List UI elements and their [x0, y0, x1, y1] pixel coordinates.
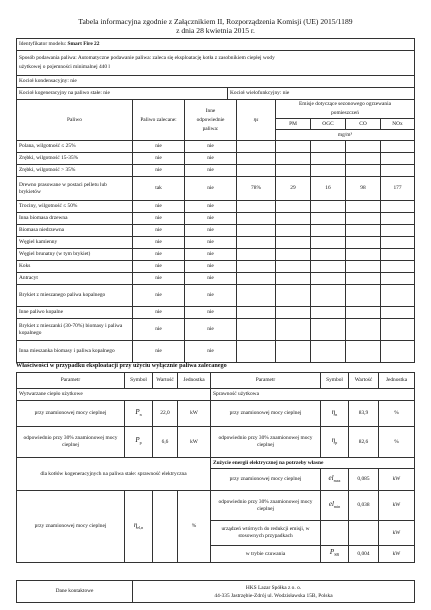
- etap-symbol: η: [331, 436, 336, 445]
- fuel-other: nie: [185, 307, 237, 319]
- fuel-name: Zrębki, wilgotność 15-35%: [17, 153, 133, 165]
- aux-heading: Zużycie energii elektrycznej na potrzeby własne: [211, 458, 415, 469]
- fuel-pm: [276, 341, 311, 363]
- fuel-preferred: nie: [133, 237, 185, 249]
- fuel-name: Inne paliwo kopalne: [17, 307, 133, 319]
- right-header-symbol: Symbol: [321, 373, 349, 389]
- fuel-co: [346, 285, 381, 307]
- condensing-boiler: Kocioł kondensacyjny: nie: [17, 76, 415, 88]
- fuel-other: nie: [185, 261, 237, 273]
- fuel-preferred: tak: [133, 177, 185, 201]
- fuel-row: [17, 177, 415, 201]
- fuel-row: [17, 273, 415, 285]
- fuel-other: nie: [185, 213, 237, 225]
- chp-unit: %: [178, 491, 211, 563]
- chp-rated-label: przy znamionowej mocy cieplnej: [17, 491, 125, 563]
- fuel-eta: [237, 249, 276, 261]
- fuel-feed-cell: [17, 51, 415, 76]
- fuel-ogc: [311, 273, 346, 285]
- header-ogc: OGC: [311, 119, 346, 130]
- fuel-co: [346, 165, 381, 177]
- fuel-preferred: nie: [133, 249, 185, 261]
- fuel-nox: [381, 319, 415, 341]
- fuel-feed-line-1: Sposób podawania paliwa: Automatyczne podawanie paliwa: zaleca się eksploatację kotła z zasobnikiem ciepłej wody: [19, 55, 275, 61]
- fuel-pm: [276, 213, 311, 225]
- aux-emission-value: [349, 521, 379, 546]
- fuel-preferred: nie: [133, 141, 185, 153]
- eff-rated-label: przy znamionowej mocy cieplnej: [211, 401, 321, 427]
- fuel-preferred: nie: [133, 341, 185, 363]
- properties-table: [16, 372, 415, 563]
- fuel-ogc: 16: [311, 177, 346, 201]
- elmax-symbol: el: [328, 473, 334, 482]
- chp-symbol: η: [133, 520, 138, 529]
- header-pm: PM: [276, 119, 311, 130]
- header-emissions-line-1: Emisje dotyczące sezonowego ogrzewania: [298, 101, 392, 107]
- pp-unit: kW: [178, 427, 211, 458]
- aux-rated-label: przy znamionowej mocy cieplnej: [211, 469, 321, 491]
- rated-output-label: przy znamionowej mocy cieplnej: [17, 401, 125, 427]
- fuel-ogc: [311, 341, 346, 363]
- fuel-other: nie: [185, 341, 237, 363]
- fuel-co: [346, 201, 381, 213]
- fuel-preferred: nie: [133, 307, 185, 319]
- cogeneration-boiler: Kocioł kogeneracyjny na paliwo stałe: nie: [17, 88, 228, 100]
- psb-value: 0,004: [349, 546, 379, 563]
- fuel-pm: [276, 307, 311, 319]
- fuel-eta: [237, 307, 276, 319]
- elmin-unit: kW: [379, 491, 415, 521]
- fuel-name: Polana, wilgotność ≤ 25%: [17, 141, 133, 153]
- elmax-symbol-cell: [321, 469, 349, 491]
- model-identifier-cell: [17, 39, 415, 51]
- aux-emission-unit: kW: [379, 521, 415, 546]
- fuel-eta: [237, 261, 276, 273]
- header-co: CO: [346, 119, 381, 130]
- fuel-other: nie: [185, 165, 237, 177]
- fuel-row: [17, 141, 415, 153]
- fuel-co: [346, 153, 381, 165]
- pn-unit: kW: [178, 401, 211, 427]
- contact-details: [133, 581, 415, 603]
- left-header-param: Parametr: [17, 373, 125, 389]
- header-eta-s: [237, 100, 276, 141]
- fuel-ogc: [311, 285, 346, 307]
- fuel-pm: [276, 249, 311, 261]
- aux-emission-symbol: [321, 521, 349, 546]
- fuel-name: Węgiel kamienny: [17, 237, 133, 249]
- fuel-pm: [276, 285, 311, 307]
- right-header-param: Parametr: [211, 373, 321, 389]
- fuel-other: nie: [185, 225, 237, 237]
- pp-value: 6,6: [153, 427, 178, 458]
- fuel-row: [17, 225, 415, 237]
- fuel-nox: [381, 261, 415, 273]
- fuel-name: Inna biomasa drzewna: [17, 213, 133, 225]
- title-line-2: z dnia 28 kwietnia 2015 r.: [176, 26, 255, 35]
- elmax-subscript: max: [333, 477, 341, 483]
- contact-table: [16, 580, 415, 603]
- fuel-pm: [276, 141, 311, 153]
- fuel-name: Trociny, wilgotność ≤ 50%: [17, 201, 133, 213]
- psb-symbol-cell: [321, 546, 349, 563]
- fuel-table: [16, 99, 415, 363]
- model-value: Smart Fire 22: [67, 41, 100, 48]
- fuel-other: nie: [185, 237, 237, 249]
- fuel-name: Węgiel brunatny (w tym brykiet): [17, 249, 133, 261]
- elmin-symbol-cell: [321, 491, 349, 521]
- fuel-name: Drewno prasowane w postaci pelletu lub brykietów: [17, 177, 133, 201]
- fuel-row: [17, 249, 415, 261]
- fuel-preferred: nie: [133, 319, 185, 341]
- fuel-other: nie: [185, 201, 237, 213]
- fuel-ogc: [311, 141, 346, 153]
- title-line-1: Tabela informacyjna zgodnie z Załącznikiem II, Rozporządzenia Komisji (UE) 2015/1189: [78, 17, 353, 26]
- left-header-value: Wartość: [153, 373, 178, 389]
- fuel-preferred: nie: [133, 213, 185, 225]
- fuel-ogc: [311, 225, 346, 237]
- elmin-symbol: el: [328, 499, 334, 508]
- fuel-name: Inna mieszanka biomasy i paliwa kopalnego: [17, 341, 133, 363]
- fuel-row: [17, 307, 415, 319]
- fuel-ogc: [311, 201, 346, 213]
- header-other-line-2: odpowiednie: [196, 116, 225, 123]
- right-header-value: Wartość: [349, 373, 379, 389]
- fuel-eta: [237, 213, 276, 225]
- fuel-eta: [237, 141, 276, 153]
- fuel-nox: [381, 225, 415, 237]
- fuel-eta: 78%: [237, 177, 276, 201]
- part-output-label: odpowiednio przy 30% znamionowej mocy cieplnej: [17, 427, 125, 458]
- chp-symbol-cell: [125, 491, 153, 563]
- fuel-co: [346, 213, 381, 225]
- pn-value: 22,0: [153, 401, 178, 427]
- fuel-nox: [381, 341, 415, 363]
- fuel-preferred: nie: [133, 273, 185, 285]
- etan-symbol: η: [331, 407, 336, 416]
- fuel-pm: [276, 225, 311, 237]
- pp-symbol: P: [135, 436, 140, 445]
- fuel-preferred: nie: [133, 285, 185, 307]
- fuel-name: Antracyt: [17, 273, 133, 285]
- fuel-ogc: [311, 307, 346, 319]
- fuel-ogc: [311, 261, 346, 273]
- fuel-other: nie: [185, 273, 237, 285]
- etap-symbol-cell: [321, 427, 349, 458]
- pn-subscript: n: [139, 411, 142, 417]
- fuel-nox: 177: [381, 177, 415, 201]
- fuel-pm: [276, 153, 311, 165]
- fuel-ogc: [311, 249, 346, 261]
- fuel-other: nie: [185, 319, 237, 341]
- chp-note: dla kotłów kogeneracyjnych na paliwa stałe: sprawność elektryczna: [17, 458, 211, 491]
- header-preferred-fuel: Paliwo zalecane:: [133, 100, 185, 141]
- fuel-ogc: [311, 319, 346, 341]
- fuel-row: [17, 285, 415, 307]
- left-header-symbol: Symbol: [125, 373, 153, 389]
- etap-value: 82,6: [349, 427, 379, 458]
- fuel-pm: [276, 319, 311, 341]
- header-unit: mg/m³: [276, 130, 415, 141]
- fuel-other: nie: [185, 177, 237, 201]
- fuel-eta: [237, 273, 276, 285]
- fuel-nox: [381, 141, 415, 153]
- fuel-nox: [381, 249, 415, 261]
- fuel-pm: 29: [276, 177, 311, 201]
- fuel-row: [17, 261, 415, 273]
- contact-address: 44-335 Jastrzębie-Zdrój ul. Wodzisławska 15B, Polska: [214, 592, 333, 599]
- psb-symbol: P: [329, 548, 335, 557]
- fuel-preferred: nie: [133, 153, 185, 165]
- contact-label: Dane kontaktowe: [17, 581, 133, 603]
- etan-value: 83,9: [349, 401, 379, 427]
- fuel-preferred: nie: [133, 261, 185, 273]
- document-title: [0, 17, 431, 35]
- chp-subscript: el,n: [137, 524, 144, 530]
- fuel-pm: [276, 273, 311, 285]
- eta-symbol: ηs: [253, 116, 259, 123]
- header-other-fuels: [185, 100, 237, 141]
- aux-emission-label: urządzeń wtórnych do redukcji emisji, w stosownych przypadkach: [211, 521, 321, 546]
- aux-part-label: odpowiednio przy 30% znamionowej mocy cieplnej: [211, 491, 321, 521]
- model-label: Identyfikator modelu:: [19, 41, 67, 48]
- pn-symbol-cell: [125, 401, 153, 427]
- fuel-row: [17, 237, 415, 249]
- header-other-line-3: paliwa:: [202, 125, 219, 132]
- standby-label: w trybie czuwania: [211, 546, 321, 563]
- psb-unit: kW: [379, 546, 415, 563]
- fuel-row: [17, 341, 415, 363]
- etan-symbol-cell: [321, 401, 349, 427]
- useful-heat-heading: Wytwarzane ciepło użytkowe: [17, 389, 211, 401]
- fuel-nox: [381, 237, 415, 249]
- fuel-pm: [276, 237, 311, 249]
- fuel-co: [346, 307, 381, 319]
- pp-symbol-cell: [125, 427, 153, 458]
- fuel-name: Brykiet z mieszanego paliwa kopalnego: [17, 285, 133, 307]
- etap-unit: %: [379, 427, 415, 458]
- fuel-co: [346, 237, 381, 249]
- left-header-unit: Jednostka: [178, 373, 211, 389]
- elmin-subscript: min: [333, 503, 341, 509]
- fuel-nox: [381, 201, 415, 213]
- elmax-unit: kW: [379, 469, 415, 491]
- fuel-eta: [237, 285, 276, 307]
- fuel-nox: [381, 285, 415, 307]
- fuel-other: nie: [185, 249, 237, 261]
- fuel-pm: [276, 261, 311, 273]
- fuel-co: [346, 225, 381, 237]
- fuel-preferred: nie: [133, 225, 185, 237]
- eff-part-label: odpowiednio przy 30% znamionowej mocy cieplnej: [211, 427, 321, 458]
- fuel-nox: [381, 213, 415, 225]
- fuel-co: [346, 261, 381, 273]
- fuel-row: [17, 213, 415, 225]
- fuel-nox: [381, 153, 415, 165]
- fuel-ogc: [311, 153, 346, 165]
- header-emissions-line-2: pomieszczeń: [331, 110, 359, 116]
- fuel-preferred: nie: [133, 201, 185, 213]
- fuel-ogc: [311, 237, 346, 249]
- fuel-eta: [237, 225, 276, 237]
- fuel-co: [346, 249, 381, 261]
- fuel-eta: [237, 319, 276, 341]
- efficiency-heading: Sprawność użytkowa: [211, 389, 415, 401]
- fuel-name: Biomasa niedrzewna: [17, 225, 133, 237]
- fuel-nox: [381, 273, 415, 285]
- fuel-co: [346, 273, 381, 285]
- pp-subscript: p: [139, 440, 142, 446]
- pn-symbol: P: [135, 407, 140, 416]
- fuel-name: Zrębki, wilgotność > 35%: [17, 165, 133, 177]
- elmax-value: 0,085: [349, 469, 379, 491]
- fuel-pm: [276, 201, 311, 213]
- fuel-row: [17, 201, 415, 213]
- fuel-name: Brykiet z mieszanki (30-70%) biomasy i paliwa kopalnego: [17, 319, 133, 341]
- fuel-eta: [237, 201, 276, 213]
- fuel-co: 98: [346, 177, 381, 201]
- multifuel-boiler: Kocioł wielofunkcyjny: nie: [228, 88, 415, 100]
- psb-subscript: SB: [334, 552, 340, 558]
- fuel-co: [346, 341, 381, 363]
- header-other-line-1: Inne: [205, 107, 216, 114]
- fuel-row: [17, 153, 415, 165]
- fuel-eta: [237, 165, 276, 177]
- fuel-eta: [237, 237, 276, 249]
- fuel-nox: [381, 165, 415, 177]
- chp-value: [153, 491, 178, 563]
- contact-company: HKS Lazar Spółka z o. o.: [245, 584, 302, 591]
- fuel-ogc: [311, 165, 346, 177]
- model-info-table: [16, 38, 415, 100]
- fuel-co: [346, 141, 381, 153]
- fuel-row: [17, 165, 415, 177]
- fuel-eta: [237, 153, 276, 165]
- fuel-feed-line-2: użytkowej o pojemności minimalnej 440 l: [19, 64, 110, 70]
- fuel-other: nie: [185, 141, 237, 153]
- properties-heading: Właściwości w przypadku eksploatacji przy użyciu wyłącznie paliwa zalecanego: [16, 362, 227, 369]
- fuel-nox: [381, 307, 415, 319]
- etan-subscript: n: [335, 411, 338, 417]
- fuel-preferred: nie: [133, 165, 185, 177]
- fuel-eta: [237, 341, 276, 363]
- right-header-unit: Jednostka: [379, 373, 415, 389]
- fuel-row: [17, 319, 415, 341]
- elmin-value: 0,038: [349, 491, 379, 521]
- fuel-name: Koks: [17, 261, 133, 273]
- header-emissions: [276, 100, 415, 119]
- header-fuel: Paliwo: [17, 100, 133, 141]
- etap-subscript: p: [335, 440, 338, 446]
- fuel-pm: [276, 165, 311, 177]
- fuel-other: nie: [185, 153, 237, 165]
- etan-unit: %: [379, 401, 415, 427]
- fuel-other: nie: [185, 285, 237, 307]
- fuel-ogc: [311, 213, 346, 225]
- fuel-rows: [17, 141, 415, 363]
- header-nox: NOx: [381, 119, 415, 130]
- fuel-co: [346, 319, 381, 341]
